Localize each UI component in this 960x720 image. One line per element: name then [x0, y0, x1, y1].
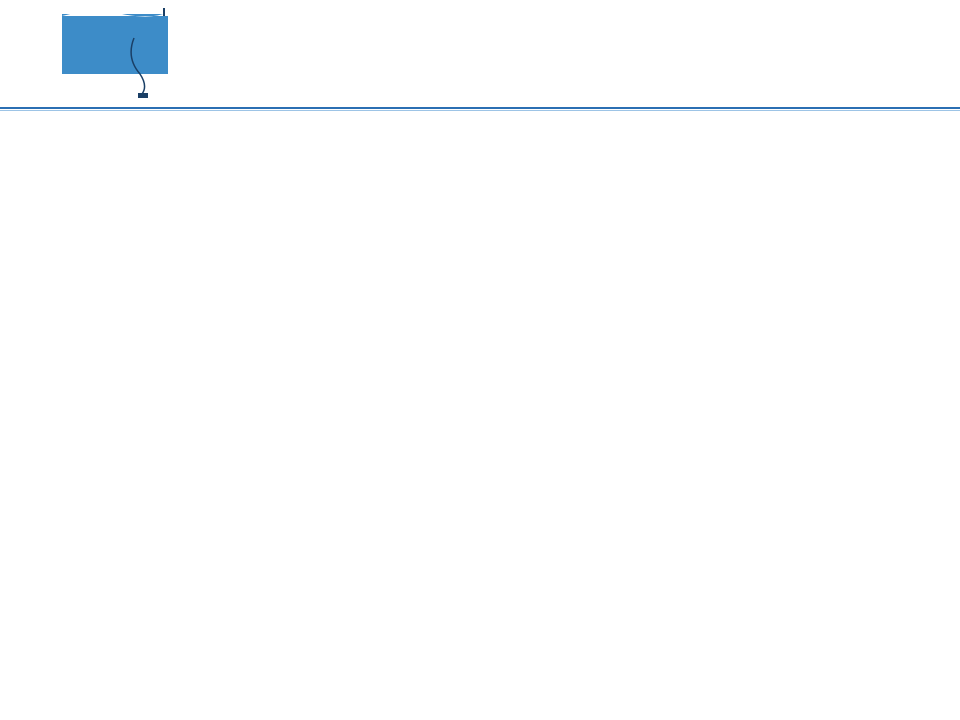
header-divider	[0, 107, 960, 109]
ctd-cast-figure	[452, 138, 942, 388]
header-divider-light	[0, 110, 960, 111]
fixo3-logo	[22, 8, 172, 100]
header	[0, 0, 960, 108]
